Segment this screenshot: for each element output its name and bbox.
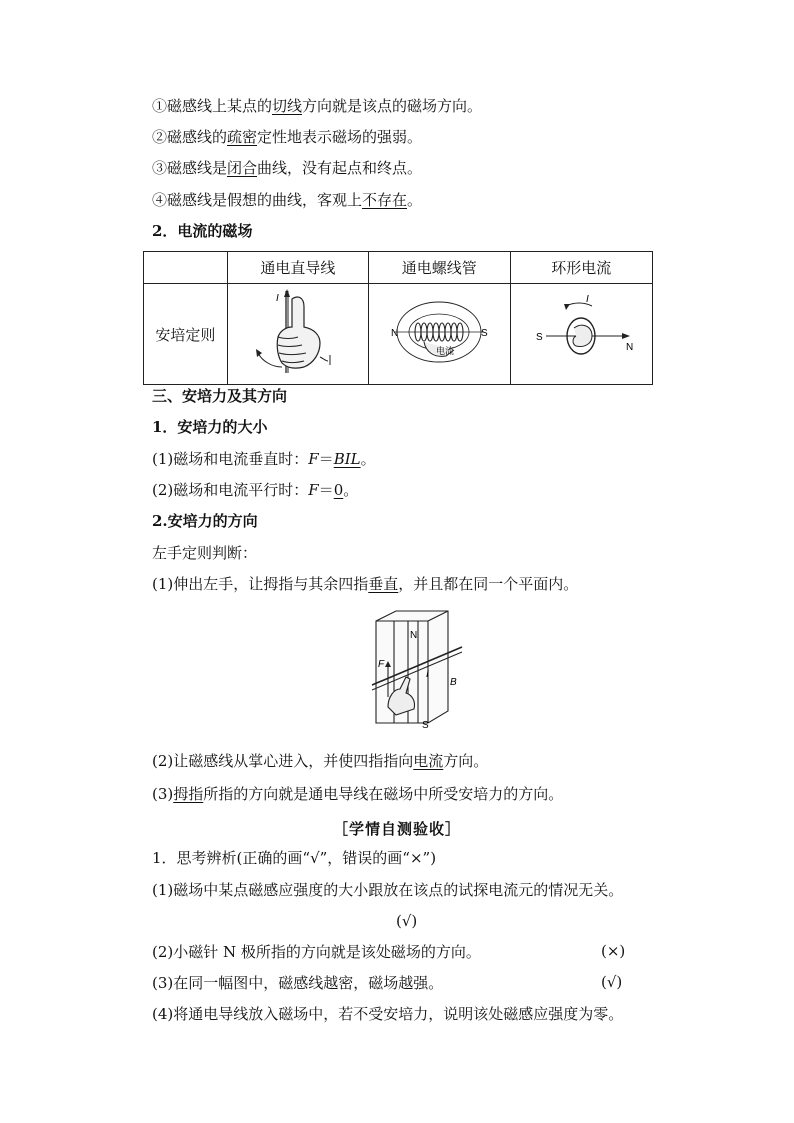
direction-step-3: (3)拇指所指的方向就是通电导线在磁场中所受安培力的方向。 [152,785,564,803]
direction-step-2: (2)让磁感线从掌心进入，并使四指指向电流方向。 [152,752,489,770]
subtitle-force-direction: 2.安培力的方向 [152,512,258,530]
svg-text:I: I [275,293,279,304]
judgement-answer-2: (×) [601,942,626,960]
subtitle-force-magnitude: 1．安培力的大小 [152,418,268,436]
ampere-rule-table [143,251,653,385]
judgement-item-1: (1)磁场中某点磁感应强度的大小跟放在该点的试探电流元的情况无关。 [152,881,624,899]
judgement-item-4: (4)将通电导线放入磁场中，若不受安培力，说明该处磁感应强度为零。 [152,1005,624,1023]
svg-text:N: N [410,630,418,641]
svg-text:S: S [481,328,488,339]
svg-text:B: B [450,677,457,688]
solenoid-figure-cell [369,284,510,385]
item-density: ②磁感线的疏密定性地表示磁场的强弱。 [152,128,423,146]
item-tangent: ①磁感线上某点的切线方向就是该点的磁场方向。 [152,97,483,115]
loop-current-figure-cell [510,284,652,385]
table-header-straight-wire: 通电直导线 [227,252,368,284]
svg-text:N: N [626,342,634,353]
judgement-item-3: (3)在同一幅图中，磁感线越密，磁场越强。 [152,974,444,992]
judgement-answer-1: (√) [396,912,418,930]
svg-text:电流: 电流 [436,346,455,356]
right-hand-straight-wire-figure [248,287,348,377]
svg-text:S: S [422,720,429,731]
table-header-loop-current: 环形电流 [510,252,652,284]
section-title-current-field: 2．电流的磁场 [152,222,253,240]
solenoid-figure [384,292,494,372]
svg-text:I: I [426,669,429,680]
judgement-item-2: (2)小磁针 N 极所指的方向就是该处磁场的方向。 [152,943,481,961]
svg-text:N: N [391,328,399,339]
self-test-title: ［学情自测验收］ [332,820,461,838]
svg-text:I: I [586,294,590,305]
direction-step-1: (1)伸出左手，让拇指与其余四指垂直，并且都在同一个平面内。 [152,575,579,593]
straight-wire-figure-cell [227,284,368,385]
table-row-label: 安培定则 [144,284,228,385]
section-title-ampere-force: 三、安培力及其方向 [152,387,288,405]
table-header-solenoid: 通电螺线管 [369,252,510,284]
table-header-empty [144,252,228,284]
loop-current-figure [526,292,636,372]
judgement-answer-3: (√) [601,973,623,991]
svg-text:S: S [536,332,543,343]
left-hand-rule-text: 左手定则判断： [152,544,258,562]
force-perpendicular: (1)磁场和电流垂直时：F＝BIL。 [152,450,376,468]
judgement-question-title: 1．思考辨析(正确的画“√”，错误的画“×”) [152,849,437,867]
left-hand-rule-figure [366,607,466,732]
item-closed: ③磁感线是闭合曲线，没有起点和终点。 [152,159,423,177]
force-parallel: (2)磁场和电流平行时：F＝0。 [152,481,359,499]
svg-text:F: F [378,659,385,670]
item-imaginary: ④磁感线是假想的曲线，客观上不存在。 [152,191,423,209]
